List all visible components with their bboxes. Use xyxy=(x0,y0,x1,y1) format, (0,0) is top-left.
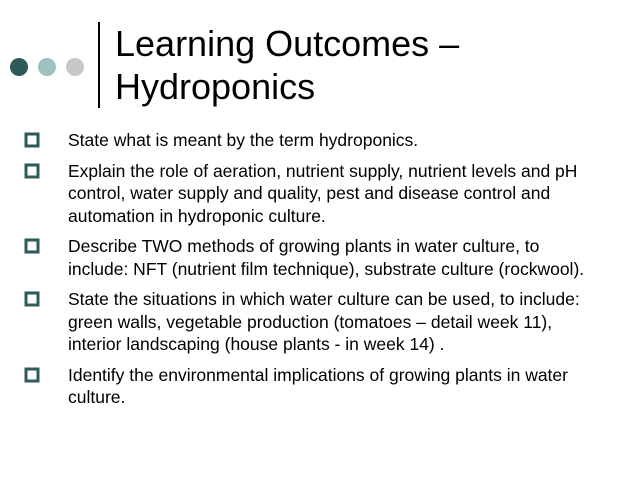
slide-title-line1: Learning Outcomes – xyxy=(115,23,460,64)
hollow-square-bullet-icon xyxy=(22,364,42,386)
slide-title xyxy=(115,22,595,108)
list-item xyxy=(22,129,592,152)
list-item xyxy=(22,160,592,228)
dot-light-icon xyxy=(38,58,56,76)
hollow-square-bullet-icon xyxy=(22,160,42,182)
learning-outcomes-list xyxy=(22,129,592,409)
list-item-text: Identify the environmental implications of growing plants in water culture. xyxy=(68,364,568,407)
list-item xyxy=(22,364,592,409)
list-item-text: State the situations in which water culture can be used, to include: green walls, vegetable production (tomatoes – detail week 11), interior landscaping (house plants - in week 14) . xyxy=(68,289,580,354)
slide-title-line2: Hydroponics xyxy=(115,66,316,107)
list-item xyxy=(22,288,592,356)
list-item xyxy=(22,235,592,280)
decorative-dots xyxy=(10,58,84,76)
list-item-text: Describe TWO methods of growing plants in water culture, to include: NFT (nutrient film technique), substrate culture (rockwool). xyxy=(68,236,585,279)
dot-dark-icon xyxy=(10,58,28,76)
hollow-square-bullet-icon xyxy=(22,129,42,151)
title-divider xyxy=(98,22,100,108)
list-item-text: Explain the role of aeration, nutrient supply, nutrient levels and pH control, water supply and quality, pest and disease control and automation in hydroponic culture. xyxy=(68,160,578,226)
list-item-text: State what is meant by the term hydroponics. xyxy=(68,130,419,150)
hollow-square-bullet-icon xyxy=(22,235,42,257)
dot-gray-icon xyxy=(66,58,84,76)
hollow-square-bullet-icon xyxy=(22,288,42,310)
